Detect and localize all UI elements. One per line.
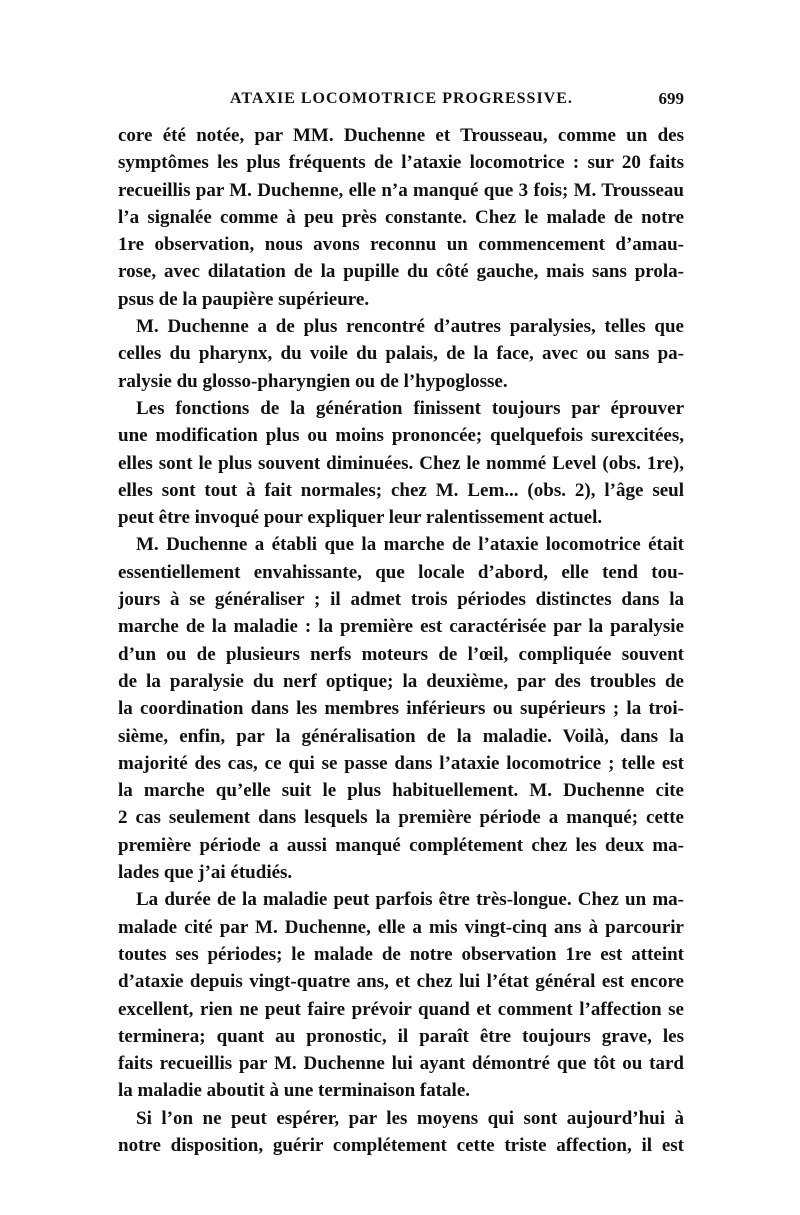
text-line: toutes ses périodes; le malade de notre observation 1re est atteint bbox=[118, 943, 684, 965]
text-line: M. Duchenne a établi que la marche de l’ataxie locomotrice était bbox=[136, 534, 684, 556]
text-line: une modification plus ou moins prononcée; quelquefois surexcitées, bbox=[118, 425, 684, 447]
text-line: Si l’on ne peut espérer, par les moyens qui sont aujourd’hui à bbox=[136, 1107, 684, 1129]
text-line: malade cité par M. Duchenne, elle a mis vingt-cinq ans à parcourir bbox=[118, 916, 684, 938]
text-line: psus de la paupière supérieure. bbox=[118, 288, 370, 310]
text-line: majorité des cas, ce qui se passe dans l’ataxie locomotrice ; telle est bbox=[118, 752, 684, 774]
text-line: première période a aussi manqué complétement chez les deux ma- bbox=[118, 834, 684, 856]
text-line: sième, enfin, par la généralisation de la maladie. Voilà, dans la bbox=[118, 725, 684, 747]
text-line: M. Duchenne a de plus rencontré d’autres paralysies, telles que bbox=[136, 316, 684, 338]
text-line: recueillis par M. Duchenne, elle n’a manqué que 3 fois; M. Trousseau bbox=[118, 179, 684, 201]
text-line: Les fonctions de la génération finissent toujours par éprouver bbox=[136, 397, 684, 419]
text-line: excellent, rien ne peut faire prévoir quand et comment l’affection se bbox=[118, 998, 684, 1020]
body-text bbox=[118, 122, 684, 1159]
text-line: la marche qu’elle suit le plus habituellement. M. Duchenne cite bbox=[118, 780, 684, 802]
running-title: ATAXIE LOCOMOTRICE PROGRESSIVE. bbox=[230, 90, 573, 107]
text-line: peut être invoqué pour expliquer leur ralentissement actuel. bbox=[118, 507, 603, 529]
running-head bbox=[118, 88, 684, 118]
text-line: rose, avec dilatation de la pupille du côté gauche, mais sans prola- bbox=[118, 261, 684, 283]
text-line: elles sont le plus souvent diminuées. Chez le nommé Level (obs. 1re), bbox=[118, 452, 684, 474]
text-line: jours à se généraliser ; il admet trois périodes distinctes dans la bbox=[118, 589, 684, 611]
text-line: symptômes les plus fréquents de l’ataxie locomotrice : sur 20 faits bbox=[118, 152, 684, 174]
text-line: La durée de la maladie peut parfois être très-longue. Chez un ma- bbox=[136, 889, 684, 911]
text-line: celles du pharynx, du voile du palais, de la face, avec ou sans pa- bbox=[118, 343, 684, 365]
text-line: 2 cas seulement dans lesquels la première période a manqué; cette bbox=[118, 807, 684, 829]
text-line: elles sont tout à fait normales; chez M. Lem... (obs. 2), l’âge seul bbox=[118, 479, 684, 501]
text-line: notre disposition, guérir complétement cette triste affection, il est bbox=[118, 1134, 684, 1156]
text-line: d’un ou de plusieurs nerfs moteurs de l’œil, compliquée souvent bbox=[118, 643, 684, 665]
text-line: marche de la maladie : la première est caractérisée par la paralysie bbox=[118, 616, 684, 638]
text-line: de la paralysie du nerf optique; la deuxième, par des troubles de bbox=[118, 670, 684, 692]
text-line: faits recueillis par M. Duchenne lui ayant démontré que tôt ou tard bbox=[118, 1053, 684, 1075]
text-line: 1re observation, nous avons reconnu un commencement d’amau- bbox=[118, 234, 684, 256]
text-line: ralysie du glosso-pharyngien ou de l’hypoglosse. bbox=[118, 370, 508, 392]
text-line: la coordination dans les membres inférieurs ou supérieurs ; la troi- bbox=[118, 698, 684, 720]
text-line: la maladie aboutit à une terminaison fatale. bbox=[118, 1080, 471, 1102]
text-line: terminera; quant au pronostic, il paraît être toujours grave, les bbox=[118, 1025, 684, 1047]
text-line: core été notée, par MM. Duchenne et Trousseau, comme un des bbox=[118, 125, 684, 146]
page-number: 699 bbox=[658, 89, 684, 108]
text-line: essentiellement envahissante, que locale d’abord, elle tend tou- bbox=[118, 561, 684, 583]
text-line: lades que j’ai étudiés. bbox=[118, 862, 293, 884]
text-line: l’a signalée comme à peu près constante. Chez le malade de notre bbox=[118, 206, 684, 228]
text-line: d’ataxie depuis vingt-quatre ans, et chez lui l’état général est encore bbox=[118, 971, 684, 993]
